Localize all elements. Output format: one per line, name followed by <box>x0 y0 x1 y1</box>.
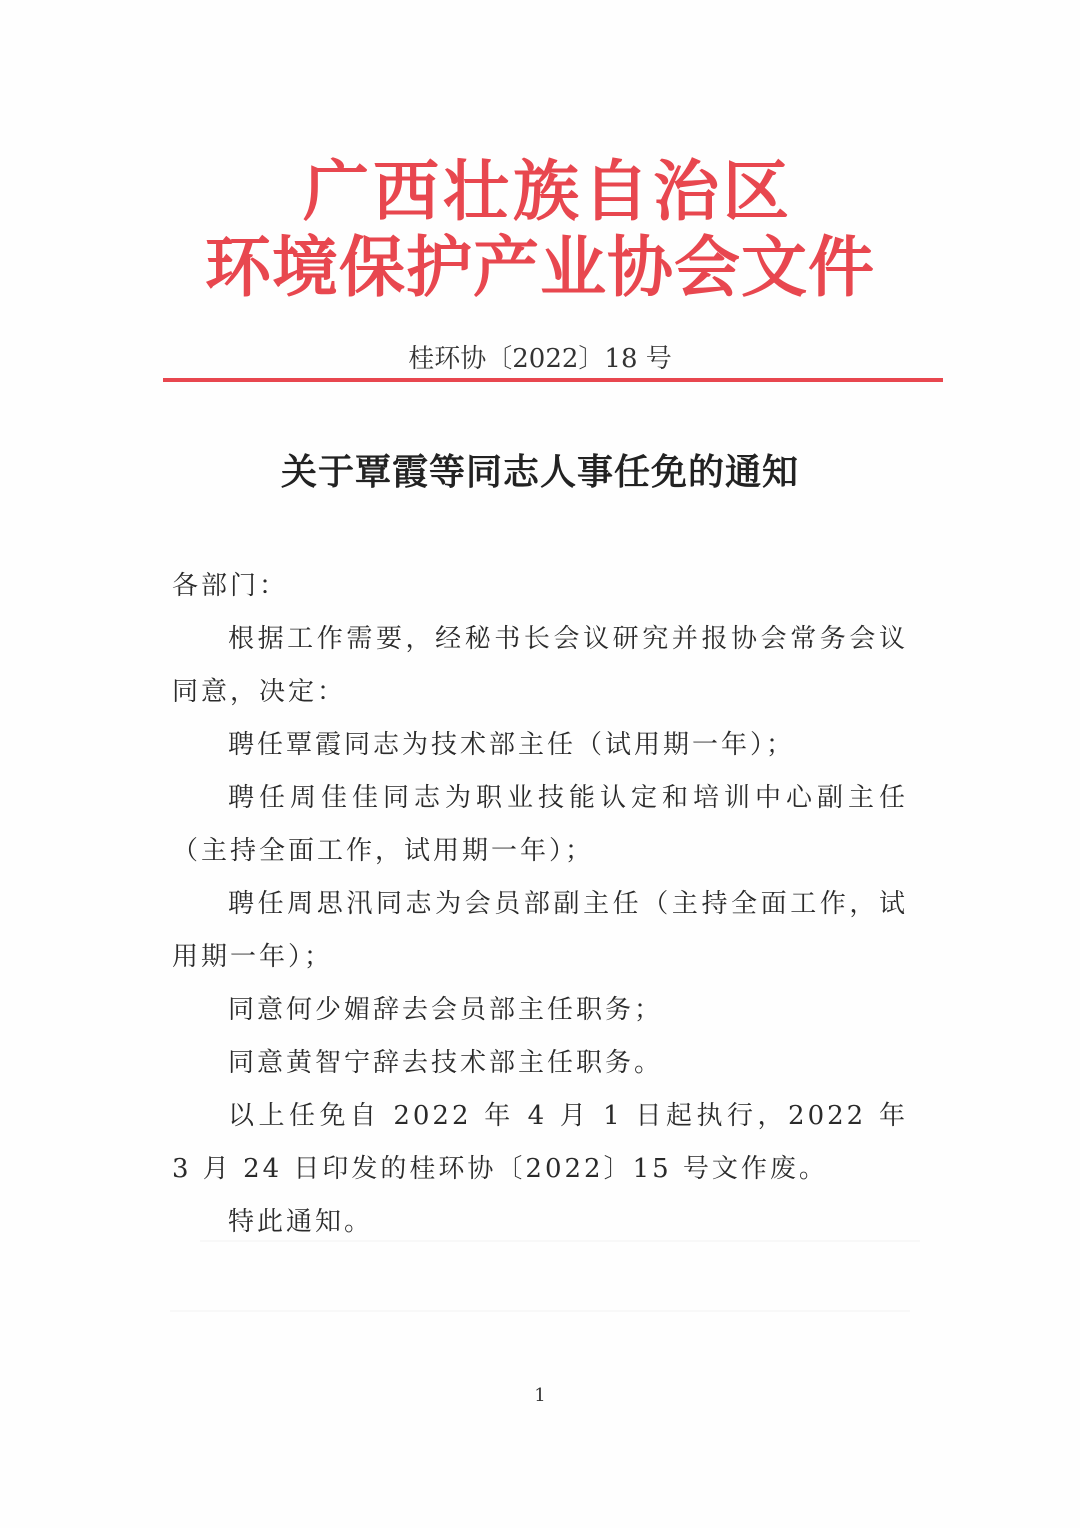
body-paragraph: 根据工作需要，经秘书长会议研究并报协会常务会议同意，决定： <box>172 624 908 707</box>
salutation: 各部门： <box>172 571 289 601</box>
closing-line: 特此通知。 <box>228 1207 374 1237</box>
body-paragraph: 同意何少媚辞去会员部主任职务； <box>228 995 664 1025</box>
scan-bleed-mark <box>170 1310 910 1312</box>
body-paragraph: 聘任周思汛同志为会员部副主任（主持全面工作，试用期一年）； <box>172 889 908 972</box>
notice-title: 关于覃霞等同志人事任免的通知 <box>280 451 799 493</box>
scan-bleed-mark <box>200 1240 920 1242</box>
page-number: 1 <box>534 1385 546 1406</box>
body-paragraph: 以上任免自 2022 年 4 月 1 日起执行，2022 年 3 月 24 日印发的桂环协〔2022〕15 号文作废。 <box>172 1101 908 1184</box>
letterhead-line-1: 广西壮族自治区 <box>303 153 793 230</box>
body-paragraph: 聘任覃霞同志为技术部主任（试用期一年）； <box>228 730 796 760</box>
notice-body <box>172 560 908 1249</box>
red-separator-line <box>163 378 943 382</box>
body-paragraph: 聘任周佳佳同志为职业技能认定和培训中心副主任（主持全面工作，试用期一年）； <box>172 783 908 866</box>
document-number: 桂环协〔2022〕18 号 <box>408 344 672 374</box>
letterhead-line-2: 环境保护产业协会文件 <box>205 229 875 306</box>
body-paragraph: 同意黄智宁辞去技术部主任职务。 <box>228 1048 664 1078</box>
